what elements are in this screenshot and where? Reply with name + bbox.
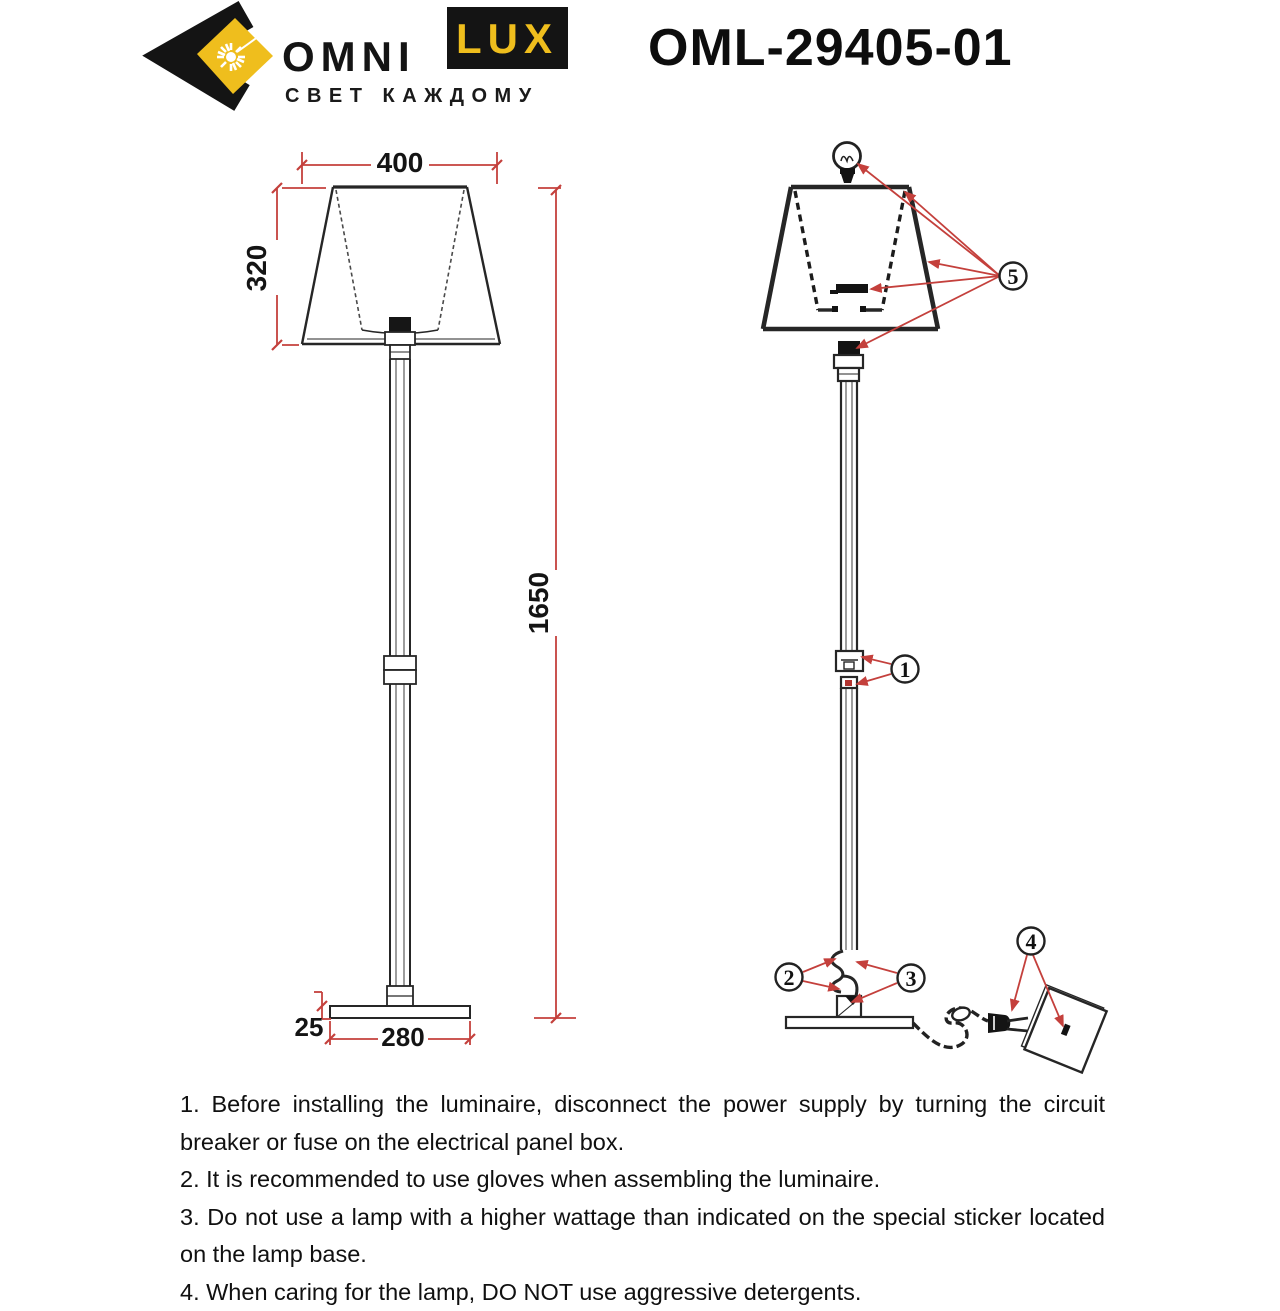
power-cord [913,1006,988,1048]
dim-base-thickness [295,992,331,1042]
assembly-drawing [763,143,1107,1073]
callout-1-number: 1 [900,657,911,682]
brand-tagline: СВЕТ КАЖДОМУ [285,85,539,107]
lamp-socket [385,317,415,359]
power-plug-icon [988,1013,1028,1033]
instruction-item-2: 2. It is recommended to use gloves when assembling the luminaire. [180,1161,1105,1199]
callout-3 [898,965,925,992]
model-number: OML-29405-01 [648,18,1068,78]
brand-name-boxed: LUX [456,15,558,62]
pole-joint [836,651,863,688]
assembly-pole-lower [841,688,857,950]
lamp-pole [384,359,416,1006]
dim-shade-height [241,183,326,350]
dim-base-width [325,1021,475,1052]
callout-3-number: 3 [906,966,917,991]
dim-base-thickness-value: 25 [295,1012,324,1042]
instruction-item-4: 4. When caring for the lamp, DO NOT use aggressive detergents. [180,1274,1105,1311]
dim-base-width-value: 280 [381,1022,424,1052]
assembly-base-plate [786,1017,913,1028]
callout-4-number: 4 [1026,929,1037,954]
wall-socket-icon [1021,985,1108,1073]
callout-5 [1000,263,1027,290]
dimension-drawing [241,147,576,1052]
dim-total-height-value: 1650 [523,572,554,634]
dim-shade-width [297,147,502,184]
lamp-base [330,1006,470,1018]
callout-2 [776,964,803,991]
callout-4 [1018,928,1045,955]
instruction-item-1: 1. Before installing the luminaire, disconnect the power supply by turning the circuit breaker or fuse on the electrical panel box. [180,1086,1105,1161]
instruction-item-3: 3. Do not use a lamp with a higher wattage than indicated on the special sticker located on the lamp base. [180,1199,1105,1274]
dim-total-height [523,185,576,1023]
shade-assembly [763,187,938,329]
dim-shade-width-value: 400 [377,147,424,178]
callout-5-number: 5 [1008,264,1019,289]
foot-switch-hook [832,951,861,1017]
shade-harp-bar [836,284,868,293]
brand-name-left: OMNI [282,33,416,80]
instruction-list [180,1086,1105,1311]
callout-2-number: 2 [784,965,795,990]
callout-1 [892,656,919,683]
assembly-pole-upper [841,381,857,651]
dim-shade-height-value: 320 [241,245,272,292]
light-bulb-icon [834,143,861,184]
